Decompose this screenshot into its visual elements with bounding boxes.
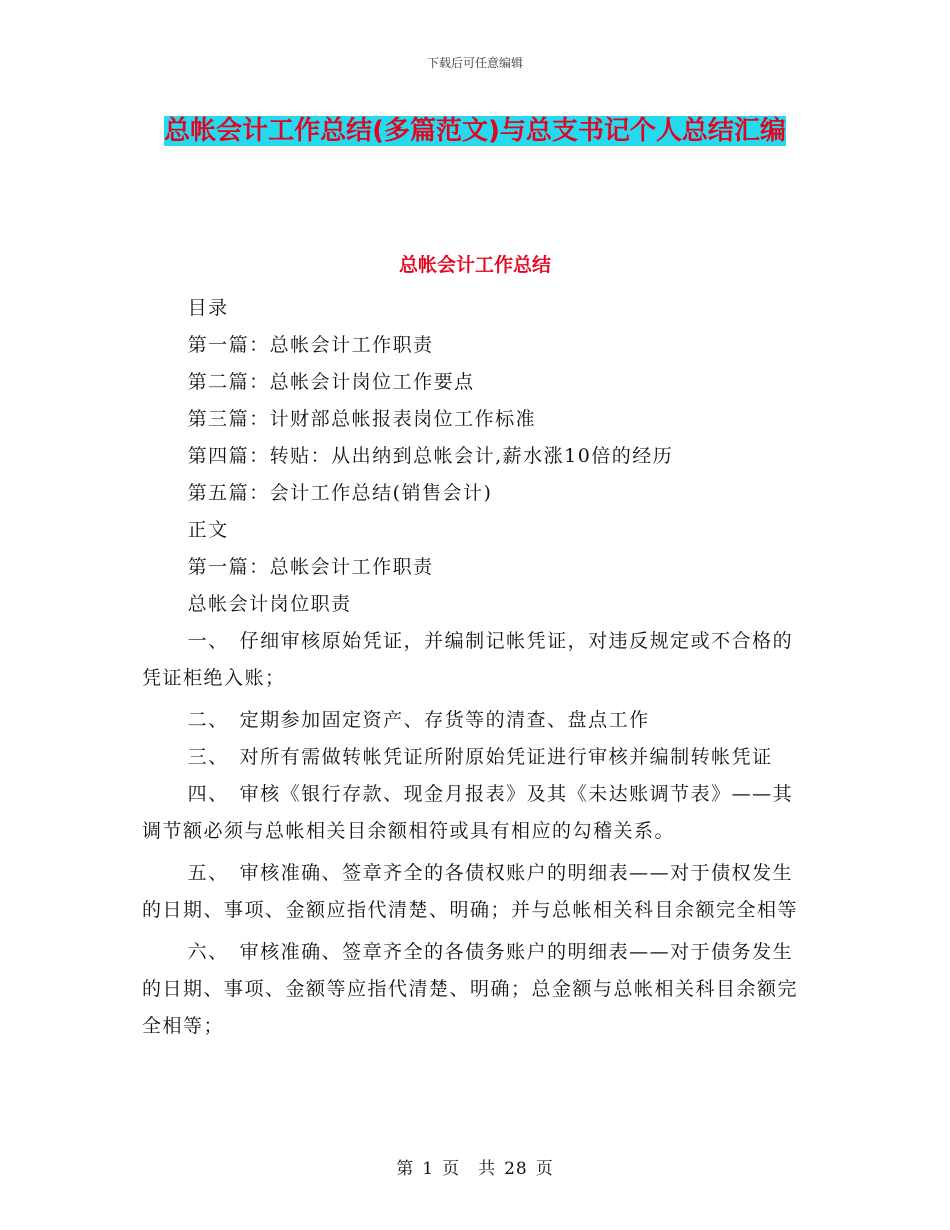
duty-paragraph: 一、 仔细审核原始凭证，并编制记帐凭证，对违反规定或不合格的凭证柜绝入账； — [142, 630, 794, 689]
header-note: 下载后可任意编辑 — [426, 56, 523, 70]
page-footer — [0, 1154, 950, 1179]
footer-prefix: 第 — [396, 1159, 415, 1179]
duty-paragraph: 六、 审核准确、签章齐全的各债务账户的明细表——对于债务发生的日期、事项、金额等应指代清楚、明确；总金额与总帐相关科目余额完全相等； — [142, 941, 799, 1037]
footer-suffix: 页 — [535, 1159, 554, 1179]
duty-paragraph: 五、 审核准确、签章齐全的各债权账户的明细表——对于债权发生的日期、事项、金额应指代清楚、明确；并与总帐相关科目余额完全相等 — [142, 862, 799, 921]
section-title: 总帐会计工作总结 — [398, 254, 551, 276]
document-body — [142, 290, 807, 1045]
duty-paragraph: 四、 审核《银行存款、现金月报表》及其《未达账调节表》——其调节额必须与总帐相关目余额相符或具有相应的勾稽关系。 — [142, 783, 794, 842]
document-title — [140, 110, 810, 153]
toc-item: 第一篇：总帐会计工作职责 — [187, 334, 434, 356]
toc-heading: 目录 — [187, 297, 229, 319]
duty-heading: 总帐会计岗位职责 — [187, 593, 352, 615]
toc-item: 第三篇：计财部总帐报表岗位工作标准 — [187, 408, 537, 430]
toc-item: 第二篇：总帐会计岗位工作要点 — [187, 371, 475, 393]
toc-item: 第五篇：会计工作总结(销售会计) — [187, 482, 493, 504]
footer-middle: 页 共 — [442, 1159, 497, 1179]
total-pages: 28 — [504, 1159, 528, 1179]
duty-paragraph: 二、 定期参加固定资产、存货等的清查、盘点工作 — [187, 709, 650, 731]
page-number: 1 — [422, 1159, 435, 1179]
body-heading: 正文 — [187, 519, 229, 541]
duty-paragraph: 三、 对所有需做转帐凭证所附原始凭证进行审核并编制转帐凭证 — [187, 746, 773, 768]
toc-item: 第四篇：转贴：从出纳到总帐会计,薪水涨10倍的经历 — [187, 445, 674, 467]
document-title-text: 总帐会计工作总结(多篇范文)与总支书记个人总结汇编 — [164, 116, 786, 146]
chapter-heading: 第一篇：总帐会计工作职责 — [187, 556, 434, 578]
